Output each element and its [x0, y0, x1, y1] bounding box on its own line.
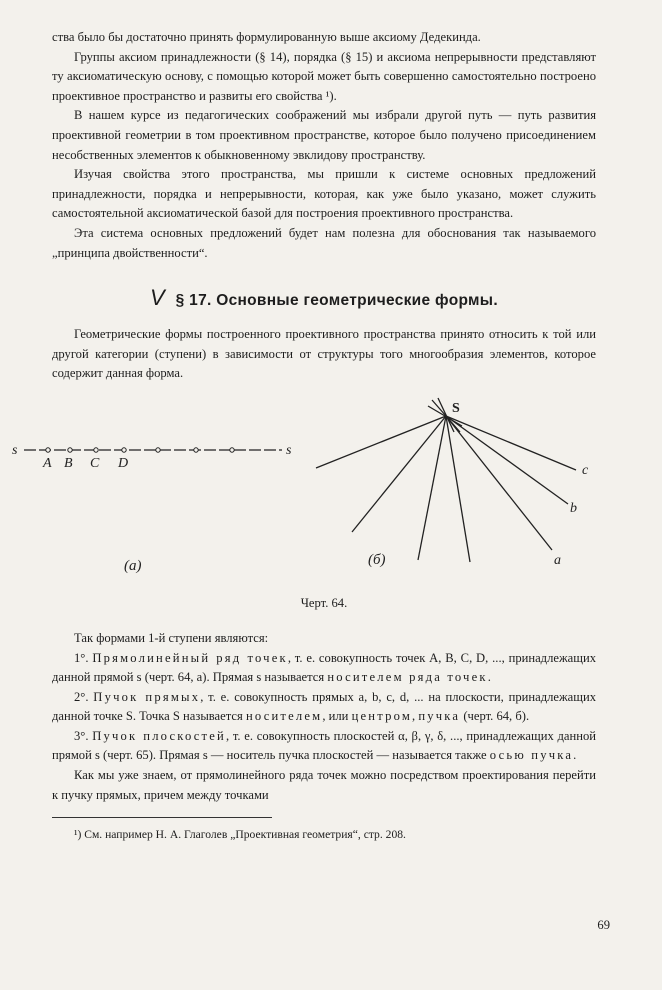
term: носителем — [245, 709, 323, 724]
point — [68, 448, 72, 452]
paragraph: Геометрические формы построенного проективного пространства принято относить к той или другой категории (ступени) в зависимости от структуры того многообразия элементов, которое содержит данная форма. — [52, 327, 596, 381]
label-s-left: s — [12, 442, 18, 458]
section-title: § 17. Основные геометрические формы. — [175, 292, 498, 310]
ray — [418, 416, 446, 560]
point — [230, 448, 234, 452]
paragraph: Эта система основных предложений будет нам полезна для обоснования так называемого „принципа двойственности“. — [52, 225, 596, 260]
text: , т. е. совокупность плоскостей α, β, γ, δ, ..., принадлежащих данной прямой s (черт. 65). Прямая s — носитель пучка плоскостей — называется также — [52, 728, 596, 763]
paragraph: В нашем курсе из педагогических соображений мы избрали другой путь — путь развития проективной геометрии в том проективном пространстве, которое было получено присоединением несобственных элементов к обыкновенному эвклидову пространству. — [52, 108, 596, 162]
text: , т. е. совокупность точек A, B, C, D, ..., принадлежащих данной прямой s (черт. 64, a). Прямая s называется — [52, 650, 596, 685]
figure-drawing — [0, 392, 662, 592]
term: Пучок плоскостей — [92, 728, 226, 743]
term: Прямолинейный ряд точек — [92, 650, 288, 665]
item-number: 3°. — [74, 728, 89, 743]
item-number: 1°. — [74, 650, 89, 665]
ray — [352, 416, 446, 532]
ray-a — [446, 416, 552, 550]
section-heading — [52, 285, 596, 311]
text: . — [573, 748, 577, 763]
text: , — [412, 709, 419, 724]
label-C: C — [90, 455, 100, 471]
ray — [446, 416, 470, 562]
label-B: B — [64, 455, 73, 471]
text: , или — [322, 709, 352, 724]
point — [156, 448, 160, 452]
caption-a: (a) — [124, 557, 142, 574]
label-A: A — [43, 455, 52, 471]
text: . — [487, 670, 491, 685]
ray-b — [446, 416, 568, 504]
footnote: ¹) См. например Н. А. Глаголев „Проективная геометрия“, стр. 208. — [74, 828, 406, 842]
label-s-right: s — [286, 442, 292, 458]
handwritten-check-mark: V — [150, 285, 166, 311]
paragraph: Изучая свойства этого пространства, мы пришли к системе основных предложений принадлежности, порядка и непрерывности, которая, как уже было указано, может служить самостоятельной аксиоматической базой для построения проективного пространства. — [52, 167, 596, 221]
page-number: 69 — [597, 918, 610, 932]
term: осью пучка — [489, 748, 574, 763]
point — [194, 448, 198, 452]
point — [94, 448, 98, 452]
label-c: c — [582, 462, 589, 478]
list-item — [52, 649, 596, 688]
item-number: 2°. — [74, 689, 89, 704]
figure-64 — [12, 392, 596, 592]
paragraph: Группы аксиом принадлежности (§ 14), порядка (§ 15) и аксиома непрерывности представляют ту аксиоматическую основу, с помощью которой может быть совершенно самостоятельно построено проективное пространство и развиты его свойства ¹). — [52, 49, 596, 103]
term: Пучок прямых — [93, 689, 201, 704]
footnote-rule — [52, 817, 272, 818]
ray — [316, 416, 446, 468]
ray-c — [446, 416, 576, 470]
page-body — [12, 28, 596, 843]
list-intro: Так формами 1-й ступени являются: — [74, 630, 269, 645]
point — [122, 448, 126, 452]
list-item — [52, 688, 596, 727]
caption-b: (б) — [368, 551, 386, 568]
figure-caption: Черт. 64. — [300, 595, 348, 610]
label-a: a — [554, 552, 561, 568]
term: пучка — [418, 709, 461, 724]
term: центром — [351, 709, 413, 724]
paragraph: ства было бы достаточно принять формулированную выше аксиому Дедекинда. — [52, 30, 481, 44]
list-item — [52, 727, 596, 766]
label-b: b — [570, 500, 577, 516]
label-S: S — [452, 400, 460, 416]
term: носителем ряда точек — [327, 670, 488, 685]
text: , т. е. совокупность прямых a, b, c, d, ... на плоскости, принадлежащих данной точке S. Точка S называется — [52, 689, 596, 724]
text: (черт. 64, б). — [460, 709, 530, 724]
label-D: D — [118, 455, 129, 471]
paragraph: Как мы уже знаем, от прямолинейного ряда точек можно посредством проектирования перейти к пучку прямых, причем между точками — [52, 768, 596, 802]
point — [46, 448, 50, 452]
